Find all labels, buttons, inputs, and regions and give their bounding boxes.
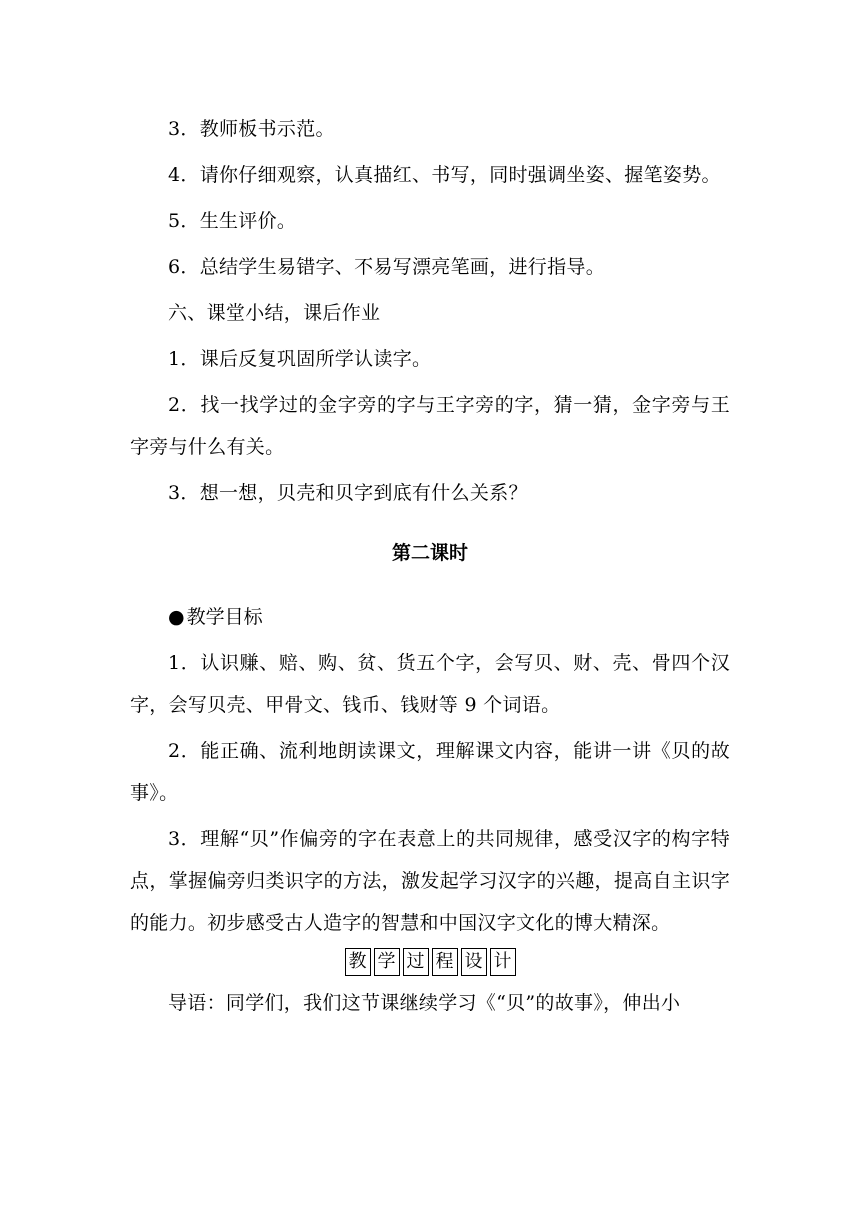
- bullet-icon: ●: [168, 606, 185, 628]
- title-char-box: 设: [461, 948, 487, 976]
- title-char-box: 计: [490, 948, 516, 976]
- title-char-box: 学: [374, 948, 400, 976]
- goal-item-1: 1．认识赚、赔、购、贫、货五个字，会写贝、财、壳、骨四个汉字，会写贝壳、甲骨文、钱币、钱财等 9 个词语。: [130, 652, 730, 716]
- step-5-text: 5．生生评价。: [168, 210, 297, 232]
- title-char-box: 程: [432, 948, 458, 976]
- lesson-title: 第二课时: [391, 542, 468, 564]
- homework-item-2: 2．找一找学过的金字旁的字与王字旁的字，猜一猜，金字旁与王字旁与什么有关。: [130, 394, 730, 458]
- step-4-text: 4．请你仔细观察，认真描红、书写，同时强调坐姿、握笔姿势。: [168, 164, 721, 186]
- document-page: [130, 108, 730, 1028]
- homework-item-3: 3．想一想，贝壳和贝字到底有什么关系？: [168, 482, 528, 504]
- intro-text: 导语：同学们，我们这节课继续学习《“贝”的故事》，伸出小: [168, 992, 681, 1014]
- homework-item-1: 1．课后反复巩固所学认读字。: [168, 348, 432, 370]
- title-char-box: 教: [345, 948, 371, 976]
- title-char-box: 过: [403, 948, 429, 976]
- teaching-goals-title: [130, 596, 730, 638]
- teaching-goals-label: 教学目标: [186, 606, 263, 628]
- goal-item-3: 3．理解“贝”作偏旁的字在表意上的共同规律，感受汉字的构字特点，掌握偏旁归类识字的方法，激发起学习汉字的兴趣，提高自主识字的能力。初步感受古人造字的智慧和中国汉字文化的博大精深。: [130, 828, 730, 934]
- goal-item-2: 2．能正确、流利地朗读课文，理解课文内容，能讲一讲《贝的故事》。: [130, 740, 730, 804]
- section-heading-summary: 六、课堂小结，课后作业: [168, 302, 381, 324]
- step-3-text: 3．教师板书示范。: [168, 118, 335, 140]
- process-design-title: [130, 948, 730, 976]
- step-6-text: 6．总结学生易错字、不易写漂亮笔画，进行指导。: [168, 256, 605, 278]
